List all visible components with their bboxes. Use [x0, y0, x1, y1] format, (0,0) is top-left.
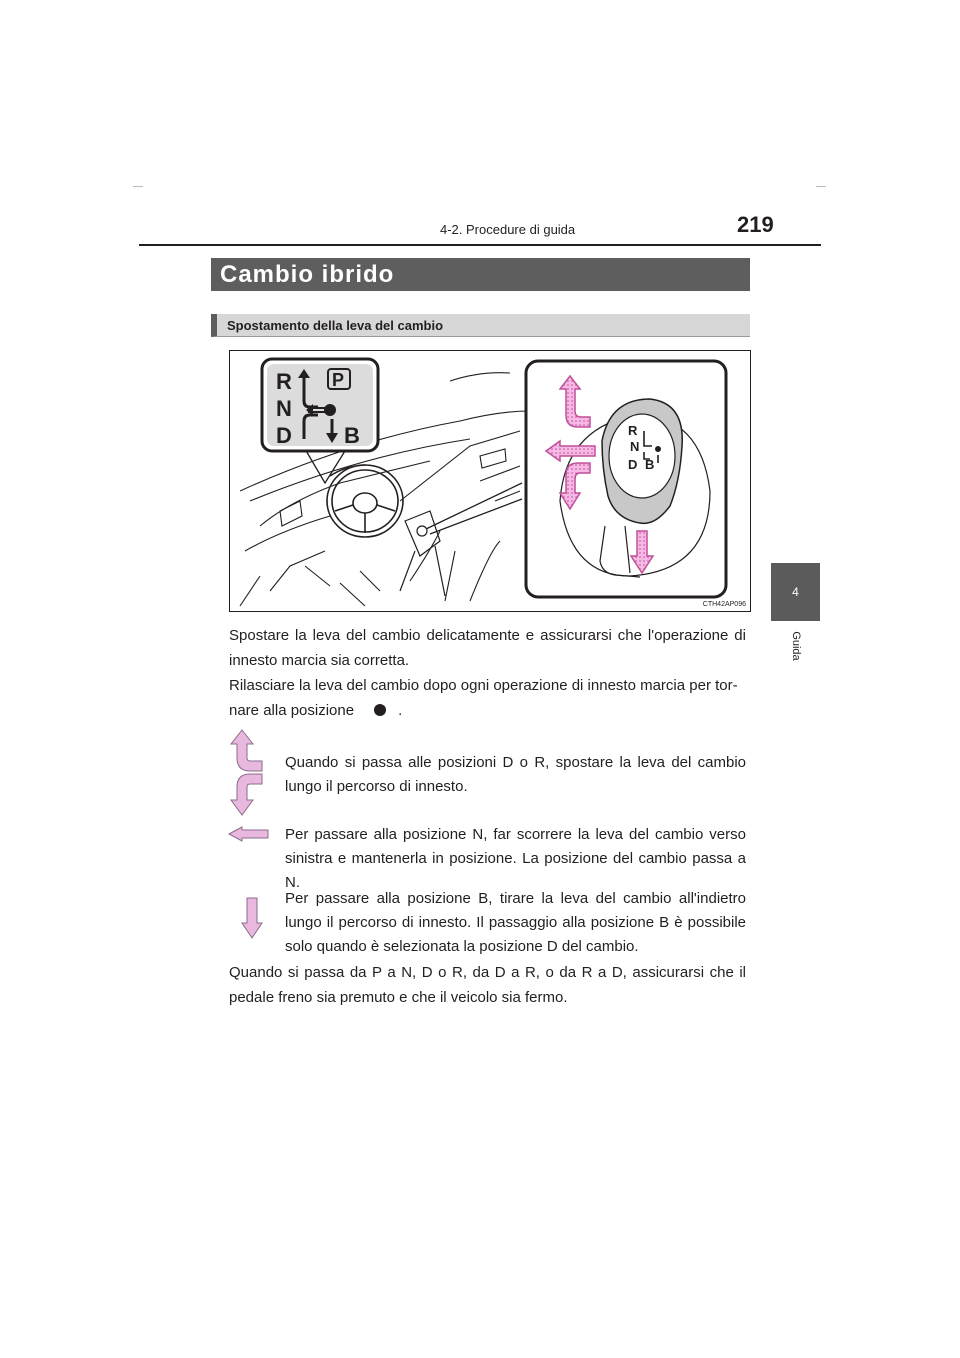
section-title: Cambio ibrido: [220, 261, 395, 288]
gate-pattern-inset: [262, 359, 378, 451]
section-header: [211, 258, 750, 291]
gate-label-n: N: [276, 396, 292, 421]
chapter-title: 4-2. Procedure di guida: [440, 222, 576, 237]
crop-mark: [816, 186, 826, 187]
knob-label-d: D: [628, 457, 638, 472]
paragraph-release-lever-line2: nare alla posizione: [229, 702, 355, 719]
shift-lever-illustration: [229, 350, 751, 612]
gate-label-b: B: [344, 423, 360, 448]
paragraph-release-lever-end: .: [398, 702, 403, 719]
legend-arrow-left-icon: [228, 825, 270, 843]
callout-lines: [305, 449, 522, 534]
crop-mark: [133, 186, 143, 187]
figure-code: CTH42AP096: [702, 601, 746, 608]
home-position-dot-icon: [374, 704, 386, 716]
knob-label-b: B: [645, 457, 655, 472]
legend-arrow-down-icon: [241, 897, 263, 939]
gate-label-r: R: [276, 369, 292, 394]
gate-label-p: P: [332, 370, 345, 390]
steering-wheel: [327, 465, 403, 537]
page-number: 219: [737, 212, 774, 237]
legend-text-neutral: Per passare alla posizione N, far scorrere la leva del cambio verso sinistra e mantenerla in posizione. La posizione del cambio passa a N.: [285, 826, 746, 891]
legend-text-brake-mode: Per passare alla posizione B, tirare la leva del cambio all'indietro lungo il percorso di innesto. Il passaggio alla posizione B è possibile solo quando è selezionata la posizione D del cambio.: [285, 890, 746, 955]
cabin-drawing: [230, 351, 750, 611]
gate-label-d: D: [276, 423, 292, 448]
knob-label-n: N: [630, 439, 640, 454]
header-rule: [139, 244, 821, 246]
shift-knob-inset: [526, 361, 726, 597]
knob-label-r: R: [628, 423, 638, 438]
subsection-title: Spostamento della leva del cambio: [227, 318, 444, 333]
paragraph-release-lever-line1: Rilasciare la leva del cambio dopo ogni operazione di innesto marcia per tor-: [229, 677, 738, 694]
chapter-tab: 4: [771, 563, 820, 621]
legend-arrow-up-down-icon: [229, 728, 265, 818]
chapter-tab-label: Guida: [790, 631, 802, 661]
paragraph-release-lever: [229, 673, 746, 723]
subsection-header: [211, 314, 750, 337]
paragraph-brake-warning: Quando si passa da P a N, D o R, da D a R, o da R a D, assicurarsi che il pedale freno sia premuto e che il veicolo sia fermo.: [229, 964, 746, 1006]
legend-text-drive-reverse: Quando si passa alle posizioni D o R, spostare la leva del cambio lungo il percorso di innesto.: [285, 754, 746, 795]
paragraph-shift-gently: Spostare la leva del cambio delicatamente e assicurarsi che l'operazione di innesto marcia sia corretta.: [229, 627, 746, 669]
